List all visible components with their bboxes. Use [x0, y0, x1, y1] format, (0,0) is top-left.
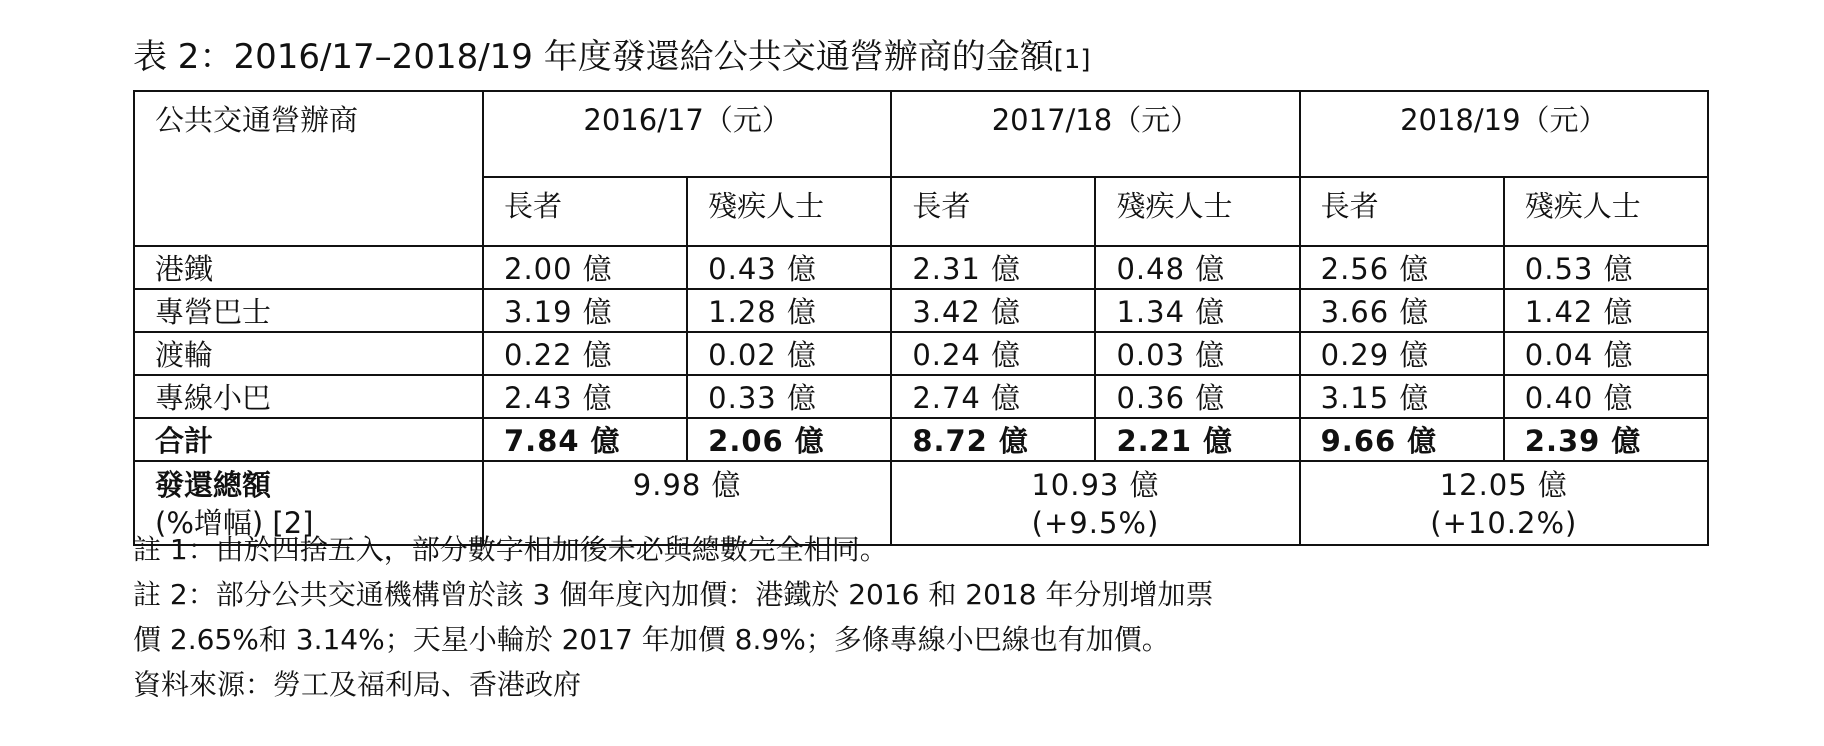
value-cell: 3.66 億	[1300, 289, 1504, 332]
value-cell: 0.48 億	[1095, 246, 1299, 289]
operator-cell: 專營巴士	[134, 289, 483, 332]
sub-header-disabled: 殘疾人士	[1095, 177, 1299, 246]
value-cell: 0.53 億	[1504, 246, 1708, 289]
sub-header-elderly: 長者	[1300, 177, 1504, 246]
operator-cell: 港鐵	[134, 246, 483, 289]
value-cell: 0.04 億	[1504, 332, 1708, 375]
total-row	[134, 418, 1708, 461]
value-cell: 1.28 億	[687, 289, 891, 332]
operator-cell: 渡輪	[134, 332, 483, 375]
total-value-cell: 2.39 億	[1504, 418, 1708, 461]
sub-header-disabled: 殘疾人士	[687, 177, 891, 246]
fare-reimbursement-table	[133, 90, 1709, 546]
value-cell: 2.56 億	[1300, 246, 1504, 289]
year-header-2018-19: 2018/19（元）	[1300, 91, 1708, 177]
footnote-2-line-1: 註 2：部分公共交通機構曾於該 3 個年度內加價：港鐵於 2016 和 2018 年分別增加票	[133, 578, 1214, 611]
year-header-row	[134, 91, 1708, 177]
value-cell: 0.22 億	[483, 332, 687, 375]
value-cell: 3.42 億	[891, 289, 1095, 332]
value-cell: 1.42 億	[1504, 289, 1708, 332]
table-title	[133, 34, 1091, 83]
refund-amount: 10.93 億	[1031, 468, 1160, 502]
value-cell: 0.36 億	[1095, 375, 1299, 418]
total-label: 合計	[134, 418, 483, 461]
refund-change: (+10.2%)	[1430, 506, 1578, 540]
footnote-1: 註 1：由於四捨五入，部分數字相加後未必與總數完全相同。	[133, 533, 888, 566]
value-cell: 0.29 億	[1300, 332, 1504, 375]
value-cell: 2.74 億	[891, 375, 1095, 418]
title-footnote-ref: [1]	[1053, 45, 1091, 75]
sub-header-elderly: 長者	[891, 177, 1095, 246]
value-cell: 0.03 億	[1095, 332, 1299, 375]
table-row	[134, 289, 1708, 332]
year-header-2016-17: 2016/17（元）	[483, 91, 891, 177]
table-row	[134, 332, 1708, 375]
value-cell: 3.15 億	[1300, 375, 1504, 418]
value-cell: 0.33 億	[687, 375, 891, 418]
total-value-cell: 9.66 億	[1300, 418, 1504, 461]
value-cell: 0.02 億	[687, 332, 891, 375]
total-value-cell: 8.72 億	[891, 418, 1095, 461]
refund-total-cell-2018-19	[1300, 461, 1708, 545]
value-cell: 0.24 億	[891, 332, 1095, 375]
year-header-2017-18: 2017/18（元）	[891, 91, 1299, 177]
operator-cell: 專線小巴	[134, 375, 483, 418]
source-note: 資料來源：勞工及福利局、香港政府	[133, 668, 582, 701]
table-row	[134, 246, 1708, 289]
refund-total-label: 發還總額	[155, 468, 272, 502]
refund-amount: 12.05 億	[1439, 468, 1568, 502]
total-value-cell: 2.06 億	[687, 418, 891, 461]
footnotes	[133, 527, 1213, 707]
value-cell: 0.43 億	[687, 246, 891, 289]
value-cell: 0.40 億	[1504, 375, 1708, 418]
value-cell: 1.34 億	[1095, 289, 1299, 332]
refund-change-label: (%增幅) [2]	[155, 506, 314, 540]
table-row	[134, 375, 1708, 418]
value-cell: 2.31 億	[891, 246, 1095, 289]
value-cell: 2.43 億	[483, 375, 687, 418]
footnote-2-line-2: 價 2.65%和 3.14%；天星小輪於 2017 年加價 8.9%；多條專線小巴線也有加價。	[133, 623, 1170, 656]
total-value-cell: 7.84 億	[483, 418, 687, 461]
table-title-text: 表 2：2016/17–2018/19 年度發還給公共交通營辦商的金額	[133, 37, 1054, 77]
operator-column-header: 公共交通營辦商	[134, 91, 483, 246]
value-cell: 3.19 億	[483, 289, 687, 332]
refund-change: (+9.5%)	[1031, 506, 1160, 540]
sub-header-disabled: 殘疾人士	[1504, 177, 1708, 246]
sub-header-elderly: 長者	[483, 177, 687, 246]
value-cell: 2.00 億	[483, 246, 687, 289]
total-value-cell: 2.21 億	[1095, 418, 1299, 461]
refund-amount: 9.98 億	[632, 468, 742, 502]
